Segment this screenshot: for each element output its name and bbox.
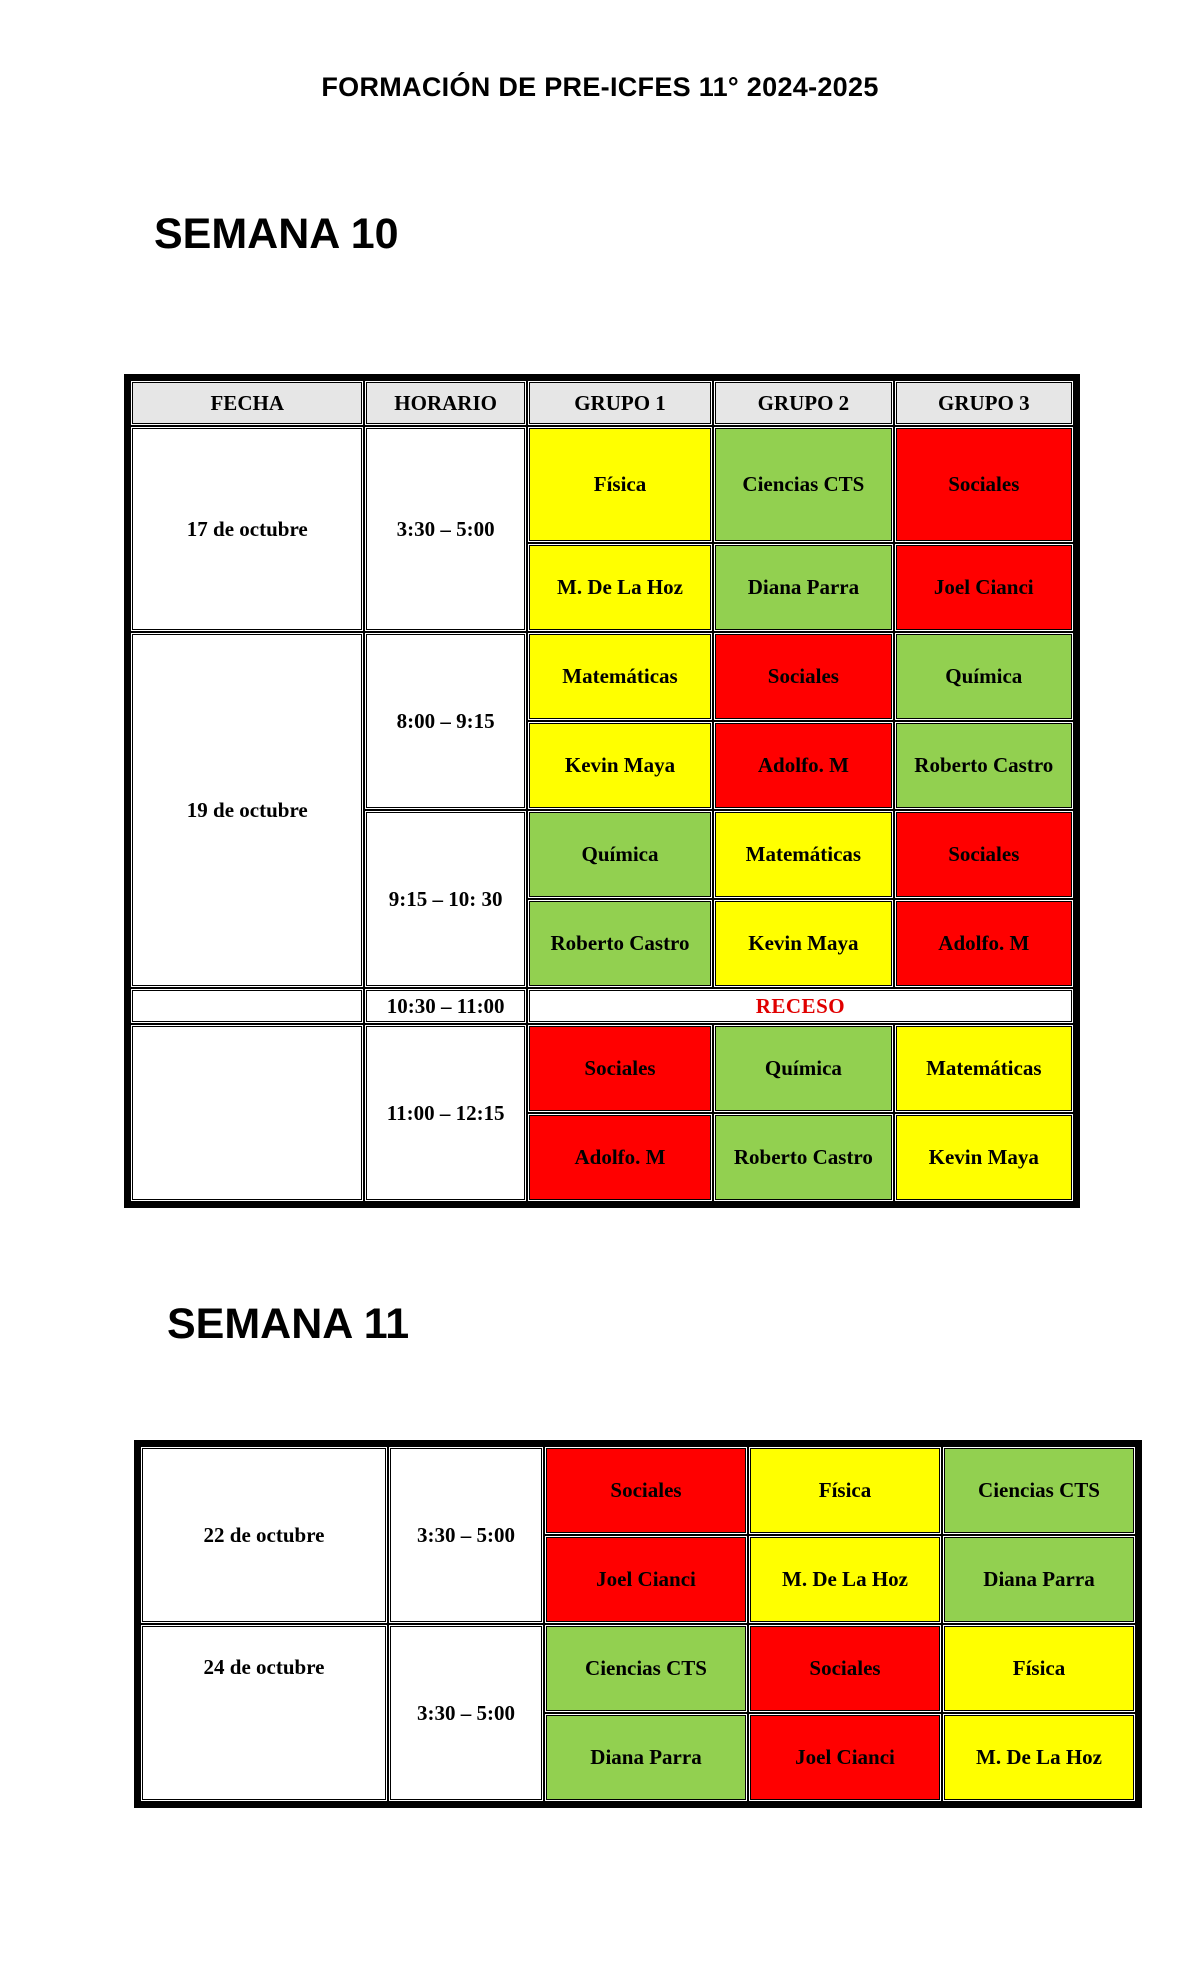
date-cell: 17 de octubre bbox=[132, 428, 362, 630]
teacher-cell: M. De La Hoz bbox=[944, 1715, 1134, 1800]
teacher-cell: Roberto Castro bbox=[715, 1115, 891, 1200]
teacher-cell: Kevin Maya bbox=[529, 723, 711, 808]
subject-cell: Ciencias CTS bbox=[944, 1448, 1134, 1533]
teacher-cell: Joel Cianci bbox=[896, 545, 1072, 630]
header-grupo-3: GRUPO 3 bbox=[896, 382, 1072, 424]
subject-cell: Química bbox=[896, 634, 1072, 719]
subject-cell: Matemáticas bbox=[896, 1026, 1072, 1111]
teacher-cell: M. De La Hoz bbox=[529, 545, 711, 630]
subject-cell: Sociales bbox=[529, 1026, 711, 1111]
teacher-cell: Joel Cianci bbox=[750, 1715, 940, 1800]
subject-cell: Física bbox=[944, 1626, 1134, 1711]
subject-cell: Sociales bbox=[715, 634, 891, 719]
header-grupo-2: GRUPO 2 bbox=[715, 382, 891, 424]
document-title: FORMACIÓN DE PRE-ICFES 11° 2024-2025 bbox=[321, 72, 879, 102]
table-row bbox=[132, 428, 1072, 541]
subject-cell: Matemáticas bbox=[715, 812, 891, 897]
empty-date-cell bbox=[132, 1026, 362, 1200]
teacher-cell: Diana Parra bbox=[944, 1537, 1134, 1622]
subject-cell: Sociales bbox=[750, 1626, 940, 1711]
time-cell: 8:00 – 9:15 bbox=[366, 634, 524, 808]
table-row bbox=[142, 1626, 1134, 1711]
header-horario: HORARIO bbox=[366, 382, 524, 424]
teacher-cell: Adolfo. M bbox=[715, 723, 891, 808]
date-cell: 24 de octubre bbox=[142, 1626, 386, 1800]
teacher-cell: Roberto Castro bbox=[529, 901, 711, 986]
header-grupo-1: GRUPO 1 bbox=[529, 382, 711, 424]
week-10-heading: SEMANA 10 bbox=[154, 210, 399, 258]
header-row bbox=[132, 382, 1072, 424]
week-11-schedule-table bbox=[134, 1440, 1142, 1808]
time-cell: 3:30 – 5:00 bbox=[390, 1626, 542, 1800]
subject-cell: Química bbox=[529, 812, 711, 897]
empty-date-cell bbox=[132, 990, 362, 1022]
recess-row bbox=[132, 990, 1072, 1022]
time-cell: 10:30 – 11:00 bbox=[366, 990, 524, 1022]
subject-cell: Sociales bbox=[896, 428, 1072, 541]
subject-cell: Matemáticas bbox=[529, 634, 711, 719]
teacher-cell: Kevin Maya bbox=[896, 1115, 1072, 1200]
subject-cell: Ciencias CTS bbox=[546, 1626, 746, 1711]
subject-cell: Química bbox=[715, 1026, 891, 1111]
week-10-schedule-table bbox=[124, 374, 1080, 1208]
teacher-cell: Adolfo. M bbox=[529, 1115, 711, 1200]
time-cell: 9:15 – 10: 30 bbox=[366, 812, 524, 986]
subject-cell: Sociales bbox=[896, 812, 1072, 897]
date-cell: 19 de octubre bbox=[132, 634, 362, 986]
time-cell: 3:30 – 5:00 bbox=[390, 1448, 542, 1622]
recess-label: RECESO bbox=[529, 990, 1072, 1022]
teacher-cell: Kevin Maya bbox=[715, 901, 891, 986]
teacher-cell: Diana Parra bbox=[546, 1715, 746, 1800]
teacher-cell: Adolfo. M bbox=[896, 901, 1072, 986]
header-fecha: FECHA bbox=[132, 382, 362, 424]
subject-cell: Ciencias CTS bbox=[715, 428, 891, 541]
week-11-heading: SEMANA 11 bbox=[167, 1300, 410, 1348]
teacher-cell: Roberto Castro bbox=[896, 723, 1072, 808]
table-row bbox=[132, 1026, 1072, 1111]
subject-cell: Física bbox=[750, 1448, 940, 1533]
time-cell: 11:00 – 12:15 bbox=[366, 1026, 524, 1200]
table-row bbox=[132, 634, 1072, 719]
subject-cell: Sociales bbox=[546, 1448, 746, 1533]
time-cell: 3:30 – 5:00 bbox=[366, 428, 524, 630]
teacher-cell: M. De La Hoz bbox=[750, 1537, 940, 1622]
teacher-cell: Diana Parra bbox=[715, 545, 891, 630]
subject-cell: Física bbox=[529, 428, 711, 541]
teacher-cell: Joel Cianci bbox=[546, 1537, 746, 1622]
date-cell: 22 de octubre bbox=[142, 1448, 386, 1622]
table-row bbox=[142, 1448, 1134, 1533]
